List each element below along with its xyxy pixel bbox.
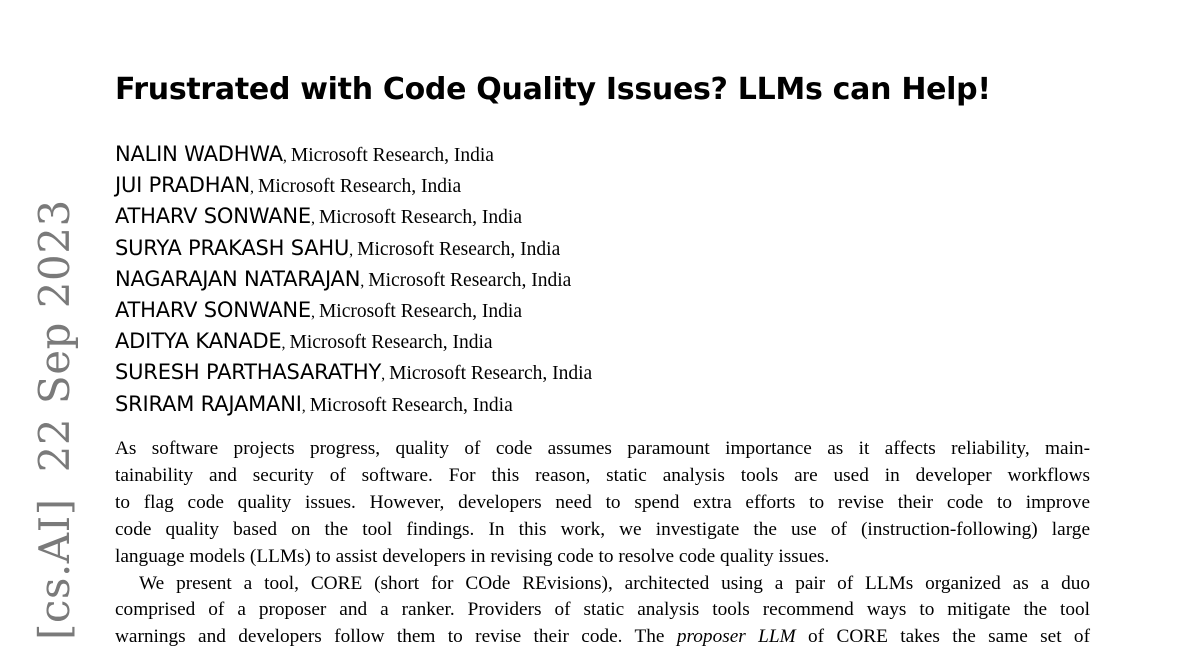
author-affiliation: Microsoft Research, India bbox=[289, 332, 493, 354]
arxiv-date: 22 Sep 2023 bbox=[30, 199, 79, 473]
author-entry: ATHARV SONWANE, Microsoft Research, India bbox=[115, 297, 522, 322]
author-name: SURYA PRAKASH SAHU bbox=[115, 235, 350, 260]
author-entry: NALIN WADHWA, Microsoft Research, India bbox=[115, 142, 494, 166]
author-entry: ADITYA KANADE, Microsoft Research, India bbox=[115, 329, 493, 354]
abstract-text: warnings and developers follow them to revise their code. The bbox=[115, 626, 677, 648]
arxiv-side-stamp bbox=[30, 199, 79, 640]
author-affiliation: Microsoft Research, India bbox=[318, 207, 522, 229]
author-affiliation: Microsoft Research, India bbox=[368, 269, 572, 291]
abstract-line: We present a tool, CORE (short for COde REvisions), architected using a pair of LLMs organized as a duo bbox=[139, 572, 1090, 594]
abstract-paragraph-2 bbox=[115, 571, 1090, 648]
arxiv-category: [cs.AI] bbox=[30, 498, 79, 640]
abstract-emphasis: proposer LLM bbox=[676, 626, 796, 648]
abstract-line: tainability and security of software. For this reason, static analysis tools are used in developer workflows bbox=[115, 464, 1090, 486]
author-affiliation: Microsoft Research, India bbox=[357, 238, 561, 260]
abstract-line: As software projects progress, quality of code assumes paramount importance as it affects reliability, main- bbox=[115, 438, 1090, 459]
author-name: NAGARAJAN NATARAJAN bbox=[115, 266, 361, 291]
author-name: NALIN WADHWA bbox=[115, 142, 283, 166]
author-name: SURESH PARTHASARATHY bbox=[115, 360, 382, 385]
author-name: ATHARV SONWANE bbox=[115, 297, 311, 322]
author-name: JUI PRADHAN bbox=[115, 173, 251, 198]
author-entry: SRIRAM RAJAMANI, Microsoft Research, India bbox=[115, 391, 513, 416]
author-entry: JUI PRADHAN, Microsoft Research, India bbox=[115, 173, 462, 198]
author-affiliation: Microsoft Research, India bbox=[258, 176, 462, 198]
author-name: SRIRAM RAJAMANI bbox=[115, 391, 302, 416]
author-name: ADITYA KANADE bbox=[115, 329, 282, 354]
author-name: ATHARV SONWANE bbox=[115, 204, 311, 229]
abstract-line: code quality based on the tool findings. In this work, we investigate the use of (instruction-following) large bbox=[115, 518, 1090, 540]
author-entry: ATHARV SONWANE, Microsoft Research, India bbox=[115, 204, 522, 229]
abstract-line: comprised of a proposer and a ranker. Providers of static analysis tools recommend ways to mitigate the tool bbox=[115, 599, 1090, 621]
abstract-text: of CORE takes the same set of bbox=[795, 626, 1090, 648]
abstract-line bbox=[115, 624, 1090, 648]
author-list bbox=[115, 139, 592, 420]
abstract-line: language models (LLMs) to assist developers in revising code to resolve code quality issues. bbox=[115, 545, 830, 567]
author-affiliation: Microsoft Research, India bbox=[290, 145, 494, 166]
abstract-paragraph-1 bbox=[115, 436, 1090, 571]
author-affiliation: Microsoft Research, India bbox=[309, 394, 513, 416]
author-affiliation: Microsoft Research, India bbox=[318, 300, 522, 322]
author-entry: NAGARAJAN NATARAJAN, Microsoft Research, India bbox=[115, 266, 572, 291]
author-affiliation: Microsoft Research, India bbox=[389, 363, 593, 385]
author-entry: SURYA PRAKASH SAHU, Microsoft Research, India bbox=[115, 235, 561, 260]
abstract bbox=[115, 436, 1090, 648]
paper-title: Frustrated with Code Quality Issues? LLMs can Help! bbox=[115, 72, 991, 107]
abstract-line: to flag code quality issues. However, developers need to spend extra efforts to revise their code to improve bbox=[115, 491, 1090, 513]
author-entry: SURESH PARTHASARATHY, Microsoft Research, India bbox=[115, 360, 593, 385]
